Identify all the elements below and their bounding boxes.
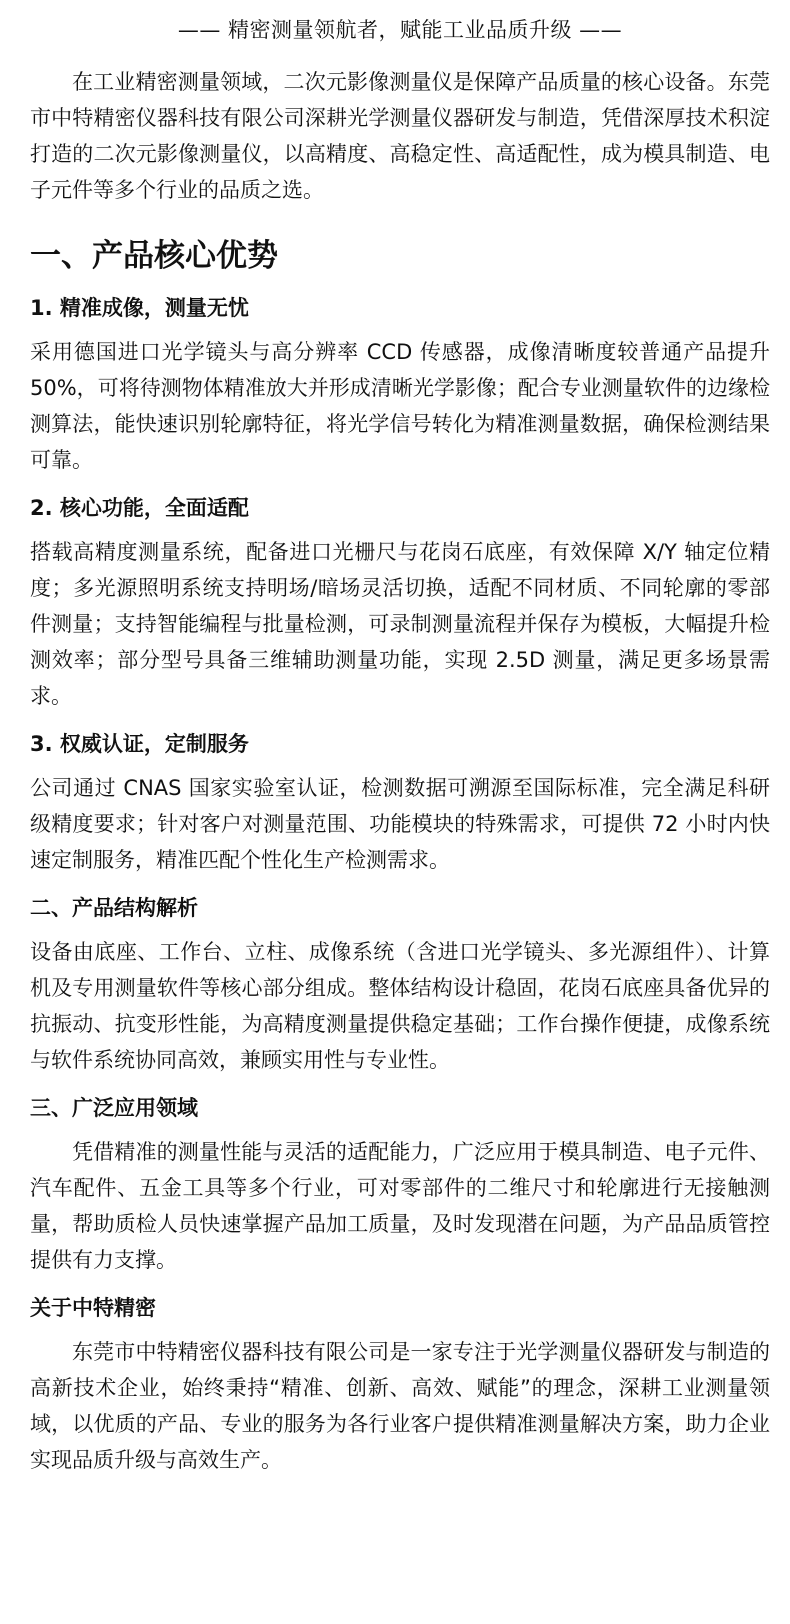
intro-paragraph: 在工业精密测量领域，二次元影像测量仪是保障产品质量的核心设备。东莞市中特精密仪器科技有限公司深耕光学测量仪器研发与制造，凭借深厚技术积淀打造的二次元影像测量仪，以高精度、高稳定性、高适配性，成为模具制造、电子元件等多个行业的品质之选。 [30, 70, 770, 202]
section-1-title: 一、产品核心优势 [30, 238, 278, 274]
advantage-2-text: 搭载高精度测量系统，配备进口光栅尺与花岗石底座，有效保障 X/Y 轴定位精度；多光源照明系统支持明场/暗场灵活切换，适配不同材质、不同轮廓的零部件测量；支持智能编程与批量检测，可录制测量流程并保存为模板，大幅提升检测效率；部分型号具备三维辅助测量功能，实现 2.5D 测量，满足更多场景需求。 [30, 540, 770, 708]
structure-paragraph: 设备由底座、工作台、立柱、成像系统（含进口光学镜头、多光源组件）、计算机及专用测量软件等核心部分组成。整体结构设计稳固，花岗石底座具备优异的抗振动、抗变形性能，为高精度测量提供稳定基础；工作台操作便捷，成像系统与软件系统协同高效，兼顾实用性与专业性。 [30, 940, 770, 1072]
article [30, 14, 770, 1486]
section-2-title: 二、产品结构解析 [30, 896, 198, 920]
advantage-3-heading: 3. 权威认证，定制服务 [30, 732, 249, 756]
advantage-1-heading: 1. 精准成像，测量无忧 [30, 296, 249, 320]
about-title: 关于中特精密 [30, 1296, 156, 1320]
application-paragraph: 凭借精准的测量性能与灵活的适配能力，广泛应用于模具制造、电子元件、汽车配件、五金工具等多个行业，可对零部件的二维尺寸和轮廓进行无接触测量，帮助质检人员快速掌握产品加工质量，及时发现潜在问题，为产品品质管控提供有力支撑。 [30, 1140, 770, 1272]
advantage-2-heading: 2. 核心功能，全面适配 [30, 496, 249, 520]
section-3-title: 三、广泛应用领域 [30, 1096, 198, 1120]
advantage-3-text: 公司通过 CNAS 国家实验室认证，检测数据可溯源至国际标准，完全满足科研级精度要求；针对客户对测量范围、功能模块的特殊需求，可提供 72 小时内快速定制服务，精准匹配个性化生产检测需求。 [30, 776, 770, 872]
tagline: —— 精密测量领航者，赋能工业品质升级 —— [177, 18, 623, 42]
advantage-1-text: 采用德国进口光学镜头与高分辨率 CCD 传感器，成像清晰度较普通产品提升 50%，可将待测物体精准放大并形成清晰光学影像；配合专业测量软件的边缘检测算法，能快速识别轮廓特征，将光学信号转化为精准测量数据，确保检测结果可靠。 [30, 340, 770, 472]
about-paragraph: 东莞市中特精密仪器科技有限公司是一家专注于光学测量仪器研发与制造的高新技术企业，始终秉持“精准、创新、高效、赋能”的理念，深耕工业测量领域，以优质的产品、专业的服务为各行业客户提供精准测量解决方案，助力企业实现品质升级与高效生产。 [30, 1340, 770, 1472]
